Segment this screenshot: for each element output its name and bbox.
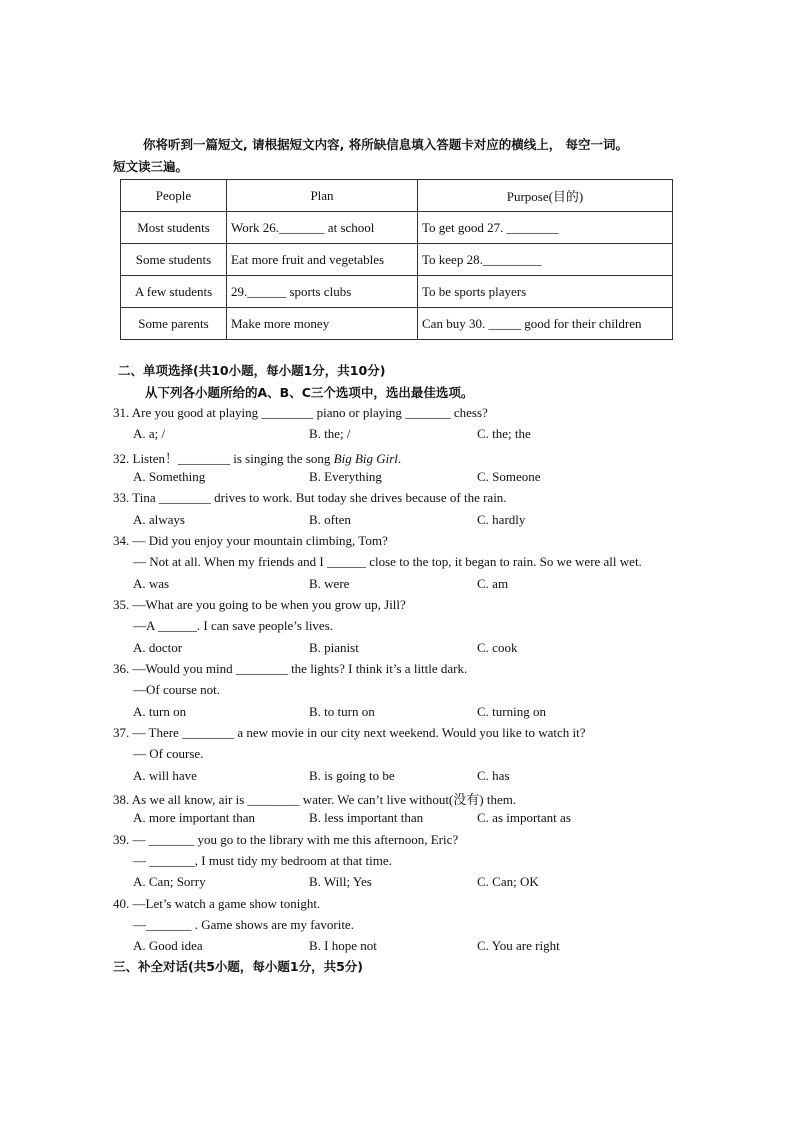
table-cell: Work 26._______ at school (227, 212, 418, 244)
table-cell: To be sports players (418, 276, 673, 308)
question-39-option-b: B. Will; Yes (309, 874, 372, 889)
table-cell: To keep 28._________ (418, 244, 673, 276)
question-31-stem: 31. Are you good at playing ________ piano or playing _______ chess? (113, 405, 488, 420)
question-34-option-c: C. am (477, 576, 509, 591)
question-32-option-a: A. Something (133, 469, 206, 484)
table-cell: A few students (121, 276, 227, 308)
section-3-title: 三、补全对话(共5小题，每小题1分，共5分) (113, 959, 364, 974)
section-2-title: 二、单项选择(共10小题，每小题1分，共10分) (118, 363, 386, 378)
question-37-option-b: B. is going to be (309, 768, 395, 783)
question-37-stem: 37. — There ________ a new movie in our city next weekend. Would you like to watch it? (113, 725, 586, 740)
question-35-response: —A ______. I can save people’s lives. (133, 618, 334, 633)
table-header-cell: Purpose(目的) (418, 180, 673, 212)
question-33-option-a: A. always (133, 512, 185, 527)
question-40-option-a: A. Good idea (133, 938, 203, 953)
question-40-response: —_______ . Game shows are my favorite. (133, 917, 354, 932)
table-cell: Eat more fruit and vegetables (227, 244, 418, 276)
question-31-option-b: B. the; / (309, 426, 351, 441)
table-row (121, 276, 673, 308)
question-40-option-b: B. I hope not (309, 938, 377, 953)
question-37-option-a: A. will have (133, 768, 197, 783)
table-row (121, 212, 673, 244)
question-34-option-b: B. were (309, 576, 350, 591)
table-cell: Some parents (121, 308, 227, 340)
question-35-option-b: B. pianist (309, 640, 359, 655)
question-36-option-a: A. turn on (133, 704, 187, 719)
table-cell: To get good 27. ________ (418, 212, 673, 244)
question-34-option-a: A. was (133, 576, 170, 591)
question-36-option-c: C. turning on (477, 704, 546, 719)
instructions-line-2: 短文读三遍。 (113, 159, 189, 174)
table-header-cell: People (121, 180, 227, 212)
question-34-response: — Not at all. When my friends and I ______ close to the top, it began to rain. So we were all wet. (133, 554, 642, 569)
question-40-option-c: C. You are right (477, 938, 560, 953)
question-39-response: — _______, I must tidy my bedroom at that time. (133, 853, 392, 868)
section-2-instruction: 从下列各小题所给的A、B、C三个选项中，选出最佳选项。 (145, 385, 474, 400)
question-35-option-a: A. doctor (133, 640, 183, 655)
question-35-stem: 35. —What are you going to be when you grow up, Jill? (113, 597, 406, 612)
instructions-line-1: 你将听到一篇短文, 请根据短文内容, 将所缺信息填入答题卡对应的横线上， 每空一词。 (143, 137, 629, 152)
question-32-option-c: C. Someone (477, 469, 541, 484)
question-36-response: —Of course not. (133, 682, 221, 697)
song-title: Big Big Girl (333, 451, 398, 466)
question-32-stem-text: 32. Listen！________ is singing the song (113, 451, 334, 466)
question-39-option-c: C. Can; OK (477, 874, 539, 889)
question-31-option-a: A. a; / (133, 426, 166, 441)
question-31-option-c: C. the; the (477, 426, 531, 441)
table-row (121, 308, 673, 340)
question-33-option-b: B. often (309, 512, 351, 527)
table-cell: Most students (121, 212, 227, 244)
listening-instructions (113, 134, 683, 178)
question-36-stem: 36. —Would you mind ________ the lights? I think it’s a little dark. (113, 661, 468, 676)
question-32-stem-end: . (397, 451, 402, 466)
question-39-option-a: A. Can; Sorry (133, 874, 206, 889)
question-34-stem: 34. — Did you enjoy your mountain climbing, Tom? (113, 533, 388, 548)
table-header-row (121, 180, 673, 212)
table-header-cell: Plan (227, 180, 418, 212)
question-38-option-c: C. as important as (477, 810, 571, 825)
question-36-option-b: B. to turn on (309, 704, 375, 719)
question-33-stem: 33. Tina ________ drives to work. But today she drives because of the rain. (113, 490, 507, 505)
question-39-stem: 39. — _______ you go to the library with me this afternoon, Eric? (113, 832, 459, 847)
question-38-option-a: A. more important than (133, 810, 256, 825)
table-cell: 29.______ sports clubs (227, 276, 418, 308)
table-cell: Make more money (227, 308, 418, 340)
listening-table (120, 179, 673, 340)
table-cell: Can buy 30. _____ good for their children (418, 308, 673, 340)
question-32-option-b: B. Everything (309, 469, 382, 484)
question-37-response: — Of course. (133, 746, 204, 761)
question-40-stem: 40. —Let’s watch a game show tonight. (113, 896, 321, 911)
table-row (121, 244, 673, 276)
table-cell: Some students (121, 244, 227, 276)
question-38-option-b: B. less important than (309, 810, 424, 825)
question-37-option-c: C. has (477, 768, 510, 783)
question-38-stem: 38. As we all know, air is ________ water. We can’t live without(没有) them. (113, 792, 517, 807)
question-33-option-c: C. hardly (477, 512, 526, 527)
question-35-option-c: C. cook (477, 640, 518, 655)
question-32-stem (113, 448, 401, 467)
